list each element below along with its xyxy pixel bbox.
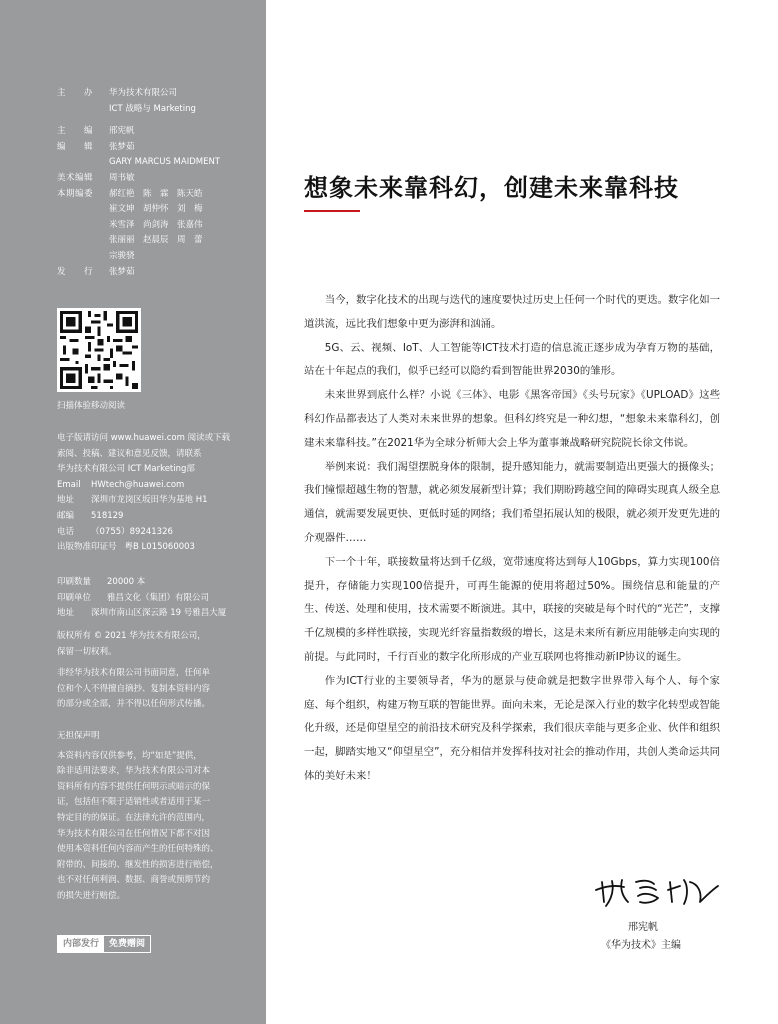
badge-internal: 内部发行 <box>58 936 104 952</box>
art-editor-label: 美术编辑 <box>57 172 94 183</box>
issue-editors-value: 郝红艳 陈 霖 陈天皓 崔文坤 胡仲怀 刘 梅 米雪泽 尚剑涛 张嘉伟 张丽丽 赵晨辰 周 蕾 宗骏骁 <box>109 188 203 261</box>
contact-zip: 518129 <box>91 510 124 521</box>
disclaimer-block: 无担保声明 本资料内容仅供参考，均“如是”提供， 除非适用法要求，华为技术有限公司对本 资料所有内容不提供任何明示或暗示的保 证，包括但不限于适销性或者适用于某一 特定目的的保证。在法律允许的范围内， 华为技术有限公司在任何情况下都不对因 使用本资料任何内容而产生的任何特殊的、 附带的、间接的、继发性的损害进行赔偿， 也不对任何利润、数据、商誉或预期节约 的损失进行赔偿。 <box>57 729 257 905</box>
distribution-badge <box>57 935 151 953</box>
contact-phone: （0755）89241326 <box>91 526 173 537</box>
art-editor-value: 周书敏 <box>109 172 135 183</box>
chief-editor-value: 邢宪帆 <box>109 126 135 137</box>
article-paragraph: 未来世界到底什么样？小说《三体》、电影《黑客帝国》《头号玩家》《UPLOAD》这些科幻作品都表达了人类对未来世界的想象。但科幻终究是一种幻想，“想象未来靠科幻，创建未来靠科技。”在2021华为全球分析师大会上华为董事兼战略研究院院长徐文伟说。 <box>304 389 720 449</box>
sponsor-label: 主 办 <box>57 88 94 98</box>
copyright-block: 版权所有 © 2021 华为技术有限公司， 保留一切权利。 非经华为技术有限公司书面同意，任何单 位和个人不得擅自摘抄、复制本资料内容 的部分或全部，并不得以任何形式传播。 <box>57 631 211 710</box>
article-body <box>304 289 720 789</box>
sponsor-value: 华为技术有限公司 ICT 战略与 Marketing <box>109 88 196 114</box>
signature-name: 邢宪帆 <box>628 922 658 933</box>
qr-code-icon <box>60 311 138 389</box>
printing-printer: 雅昌文化（集团）有限公司 <box>107 592 210 603</box>
handwritten-signature <box>592 872 722 912</box>
article-paragraph: 当今，数字化技术的出现与迭代的速度要快过历史上任何一个时代的更迭。数字化如一道洪流，远比我们想象中更为澎湃和汹涌。 <box>304 294 720 330</box>
contact-block: 电子版请访问 www.huawei.com 阅读或下载 索阅、投稿、建议和意见反馈，请联系 华为技术有限公司 ICT Marketing部 Email HWtech@huawei.com 地址 深圳市龙岗区坂田华为基地 H1 邮编 518129 电话 （0755）89241326 出版物准印证号 粤B L015060003 <box>57 431 257 556</box>
signature-title: 《华为技术》主编 <box>601 940 681 951</box>
disclaimer-title: 无担保声明 <box>57 731 100 741</box>
article-title: 想象未来靠科幻，创建未来靠科技 <box>304 174 679 202</box>
article-paragraph: 5G、云、视频、IoT、人工智能等ICT技术打造的信息流正逐步成为孕育万物的基础，站在十年起点的我们，似乎已经可以隐约看到智能世界2030的雏形。 <box>304 341 720 378</box>
qr-caption: 扫描体验移动阅读 <box>57 401 126 411</box>
publisher-label: 发 行 <box>57 266 94 277</box>
title-rule <box>304 210 360 212</box>
printing-quantity: 20000 本 <box>107 577 146 587</box>
printing-address: 深圳市南山区深云路 19 号雅昌大厦 <box>91 608 227 619</box>
article-paragraph: 作为ICT行业的主要领导者，华为的愿景与使命就是把数字世界带入每个人、每个家庭、每个组织，构建万物互联的智能世界。面向未来，无论是深入行业的数字化转型或智能化升级，还是仰望星空的前沿技术研究及科学探索，我们很庆幸能与更多企业、伙伴和组织一起，脚踏实地又“仰望星空”，充分相信并发挥科技对社会的推动作用，共创人类命运共同体的美好未来！ <box>304 674 720 782</box>
badge-free: 免费赠阅 <box>109 939 146 949</box>
editor-value: 张梦茹 GARY MARCUS MAIDMENT <box>109 141 220 168</box>
publisher-value: 张梦茹 <box>109 266 135 277</box>
article-paragraph: 下一个十年，联接数量将达到千亿级，宽带速度将达到每人10Gbps，算力实现100倍提升，存储能力实现100倍提升，可再生能源的使用将超过50%。围绕信息和能量的产生、传送、处理和使用，技术需要不断演进。其中，联接的突破是每个时代的“光芒”，支撑千亿规模的多样性联接，实现光纤容量指数级的增长，这是未来所有新应用能够走向实现的前提。与此同时，千行百业的数字化所形成的产业互联网也将推动新IP协议的诞生。 <box>304 555 720 663</box>
chief-editor-label: 主 编 <box>57 126 94 137</box>
masthead <box>57 86 257 280</box>
editor-label: 编 辑 <box>57 141 94 152</box>
contact-permit: 粤B L015060003 <box>124 542 195 553</box>
article-paragraph: 举例来说：我们渴望摆脱身体的限制，提升感知能力，就需要制造出更强大的摄像头；我们憧憬超越生物的智慧，就必须发展新型计算；我们期盼跨越空间的障碍实现真人级全息通信，就需要发展更快、更低时延的网络；我们希望拓展认知的极限，就必须开发更先进的介观器件…… <box>304 460 720 544</box>
qr-code[interactable] <box>57 308 141 392</box>
issue-editors-label: 本期编委 <box>57 188 94 199</box>
contact-email[interactable]: HWtech@huawei.com <box>91 479 185 490</box>
contact-address: 深圳市龙岗区坂田华为基地 H1 <box>91 495 208 506</box>
printing-block: 印刷数量 20000 本 印刷单位 雅昌文化（集团）有限公司 地址 深圳市南山区深云路 19 号雅昌大厦 <box>57 575 257 622</box>
sidebar <box>0 0 266 1024</box>
